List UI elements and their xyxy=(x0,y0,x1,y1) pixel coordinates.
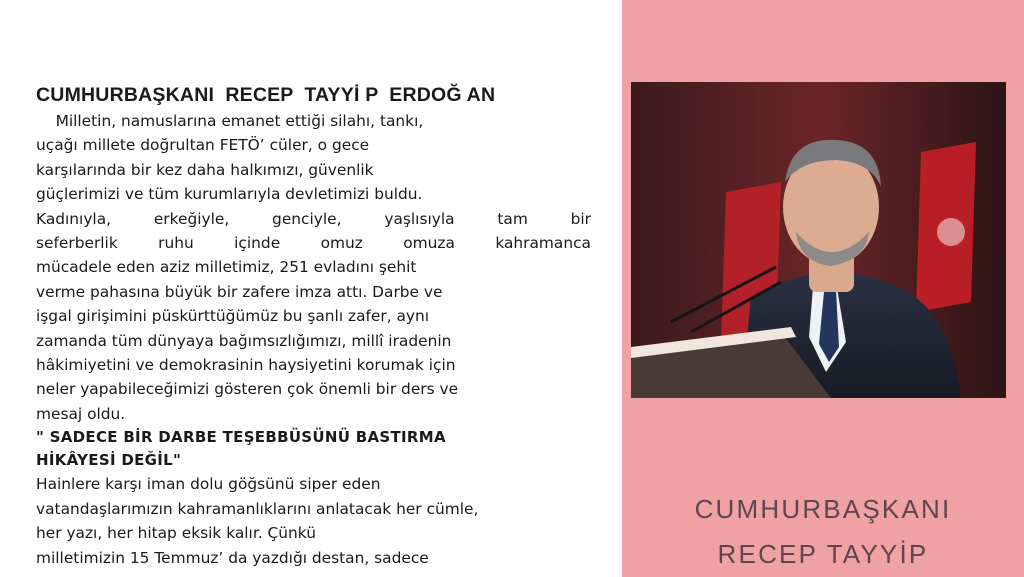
paragraph-line: vatandaşlarımızın kahramanlıklarını anlatacak her cümle, xyxy=(36,499,479,518)
paragraph-line: mesaj oldu. xyxy=(36,404,126,423)
paragraph-line: hâkimiyetini ve demokrasinin haysiyetini korumak için xyxy=(36,356,456,375)
paragraph-line: neler yapabileceğimizi gösteren çok önemli bir ders ve xyxy=(36,380,459,399)
caption-title: CUMHURBAŞKANI xyxy=(694,494,952,524)
paragraph-line: milletimizin 15 Temmuz’ da yazdığı destan, sadece xyxy=(36,548,429,567)
paragraph-line: Milletin, namuslarına emanet ettiği silahı, tankı, xyxy=(36,112,424,130)
paragraph-2 xyxy=(36,472,606,570)
paragraph-line: güçlerimizi ve tüm kurumlarıyla devletimizi buldu. xyxy=(36,185,423,204)
portrait-illustration xyxy=(631,82,1006,398)
paragraph-line: seferberlik ruhu içinde omuz omuza kahramanca xyxy=(36,234,591,253)
subheading xyxy=(36,426,606,472)
paragraph-line: verme pahasına büyük bir zafere imza attı. Darbe ve xyxy=(36,282,443,301)
sidebar-panel xyxy=(622,0,1024,577)
paragraph-line: zamanda tüm dünyaya bağımsızlığımızı, millî iradenin xyxy=(36,331,452,350)
article-headline: CUMHURBAŞKANI RECEP TAYYİ P ERDOĞ AN xyxy=(36,84,496,106)
subheading-line: " SADECE BİR DARBE TEŞEBBÜSÜNÜ BASTIRMA xyxy=(36,428,446,447)
paragraph-line: Kadınıyla, erkeğiyle, genciyle, yaşlısıyla tam bir xyxy=(36,209,591,228)
paragraph-1 xyxy=(36,109,606,426)
paragraph-line: mücadele eden aziz milletimiz, 251 evladını şehit xyxy=(36,258,417,277)
subheading-line: HİKÂYESİ DEĞİL" xyxy=(36,451,182,470)
paragraph-line: her yazı, her hitap eksik kalır. Çünkü xyxy=(36,524,316,543)
article-text xyxy=(36,84,606,570)
paragraph-line: işgal girişimini püskürttüğümüz bu şanlı zafer, aynı xyxy=(36,307,430,326)
paragraph-line: karşılarında bir kez daha halkımızı, güvenlik xyxy=(36,160,374,179)
portrait-photo xyxy=(631,82,1006,398)
paragraph-line: uçağı millete doğrultan FETÖ’ cüler, o gece xyxy=(36,136,370,155)
caption-name: RECEP TAYYİP xyxy=(717,539,929,569)
paragraph-line: Hainlere karşı iman dolu göğsünü siper eden xyxy=(36,475,381,494)
